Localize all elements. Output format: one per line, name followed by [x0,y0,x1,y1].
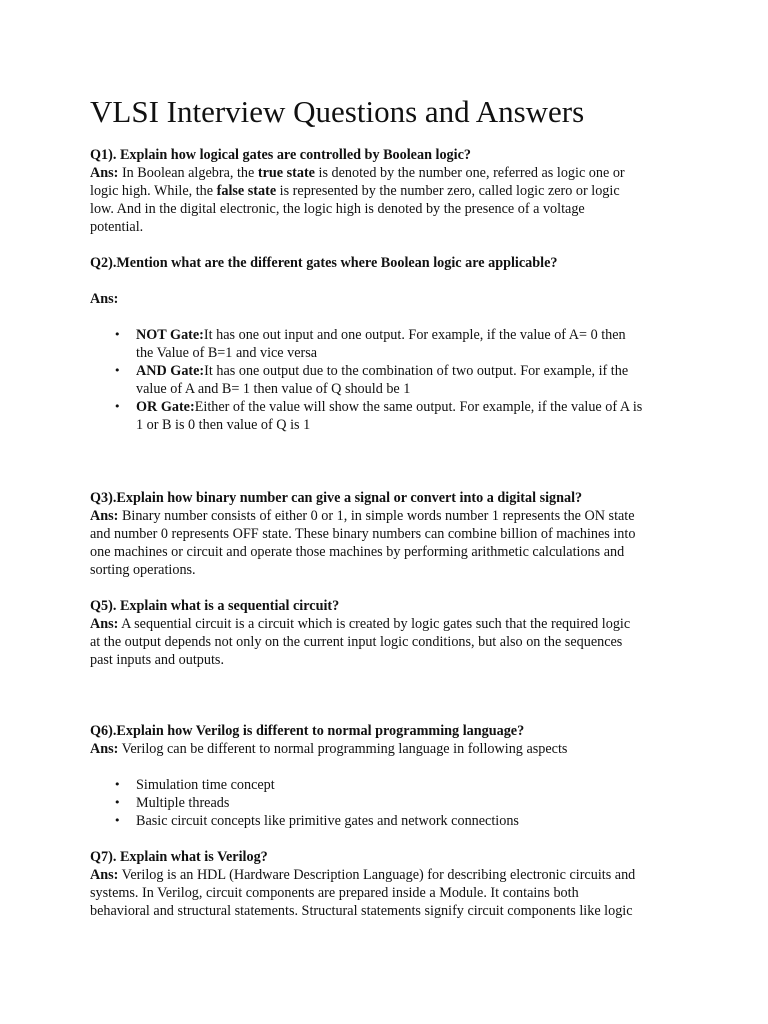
q3-section [90,489,682,579]
q6-answer-line-1: Ans: Verilog can be different to normal programming language in following aspects [90,741,568,757]
q6-section [90,722,682,758]
q3-question: Q3).Explain how binary number can give a signal or convert into a digital signal? [90,490,583,506]
q5-answer-line-3: past inputs and outputs. [90,652,224,668]
q7-answer-line-3: behavioral and structural statements. Structural statements signify circuit components like logic [90,903,633,919]
page-title: VLSI Interview Questions and Answers [90,94,585,129]
q1-answer-line-4: potential. [90,219,144,235]
q3-answer-line-2: and number 0 represents OFF state. These binary numbers can combine billion of machines into [90,526,636,542]
list-item: • Basic circuit concepts like primitive gates and network connections [90,812,682,830]
q1-answer-line-1: Ans: In Boolean algebra, the true state is denoted by the number one, referred as logic one or [90,165,625,181]
q3-answer-line-4: sorting operations. [90,562,196,578]
q2-answer-label: Ans: [90,291,119,307]
list-item: • AND Gate:It has one output due to the combination of two output. For example, if the value of A and B= 1 then value of Q should be 1 [90,362,682,398]
q7-answer-line-1: Ans: Verilog is an HDL (Hardware Description Language) for describing electronic circuits and [90,867,636,883]
q7-question: Q7). Explain what is Verilog? [90,849,268,865]
q2-gate-list [90,326,682,434]
q7-answer-line-2: systems. In Verilog, circuit components are prepared inside a Module. It contains both [90,885,579,901]
q1-question: Q1). Explain how logical gates are controlled by Boolean logic? [90,147,471,163]
q5-answer-line-1: Ans: A sequential circuit is a circuit which is created by logic gates such that the required logic [90,616,631,632]
q1-section [90,146,682,236]
list-item: • Simulation time concept [90,776,682,794]
q2-section [90,254,682,272]
q2-question: Q2).Mention what are the different gates where Boolean logic are applicable? [90,255,558,271]
q5-answer-line-2: at the output depends not only on the current input logic conditions, but also on the sequences [90,634,623,650]
q6-question: Q6).Explain how Verilog is different to normal programming language? [90,723,525,739]
q7-section [90,848,682,920]
q6-aspect-list [90,776,682,830]
q3-answer-line-3: one machines or circuit and operate those machines by performing arithmetic calculations and [90,544,625,560]
list-item: • NOT Gate:It has one out input and one output. For example, if the value of A= 0 then the Value of B=1 and vice versa [90,326,682,362]
q1-answer-line-3: low. And in the digital electronic, the logic high is denoted by the presence of a voltage [90,201,585,217]
q5-section [90,597,682,669]
q3-answer-line-1: Ans: Binary number consists of either 0 or 1, in simple words number 1 represents the ON state [90,508,635,524]
q1-answer-line-2: logic high. While, the false state is represented by the number zero, called logic zero or logic [90,183,620,199]
q5-question: Q5). Explain what is a sequential circuit? [90,598,340,614]
list-item: • Multiple threads [90,794,682,812]
list-item: • OR Gate:Either of the value will show the same output. For example, if the value of A is 1 or B is 0 then value of Q is 1 [90,398,682,434]
